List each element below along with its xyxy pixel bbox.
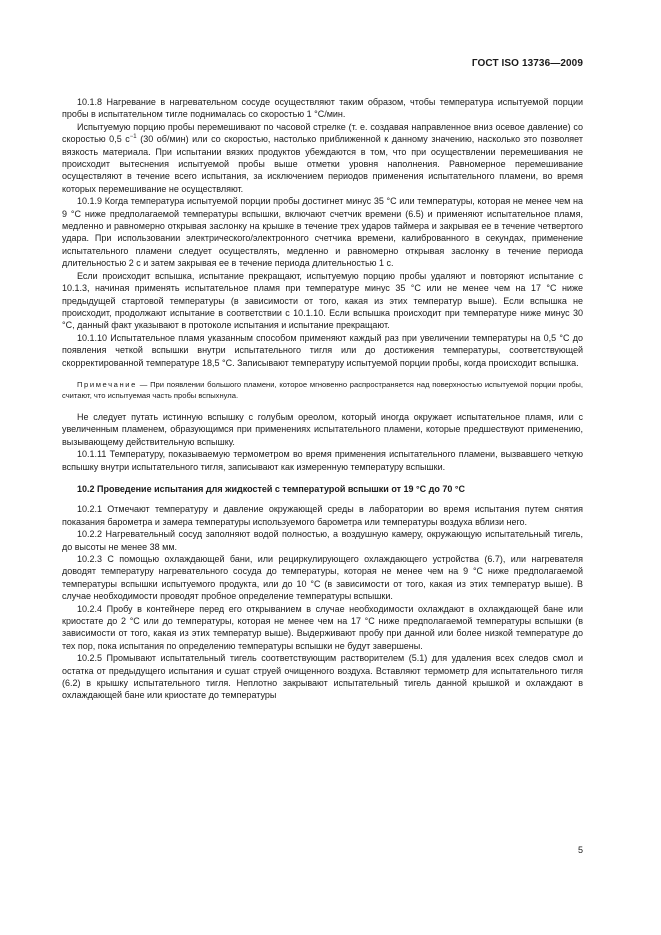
paragraph-10-1-9: 10.1.9 Когда температура испытуемой порции пробы достигнет минус 35 °С или температуры, которая не менее чем на 9 °С ниже предполагаемой температуры вспышки, включают счетчик времени (6.5) и применяют испытательное пламя, медленно и равномерно открывая заслонку на крышке в течение трех ударов таймера и закрывая ее в течение четвертого удара. При использовании электрического/электронного счетчика времени, калиброванного в секундах, применение испытательного пламени следует осуществлять, медленно и равномерно открывая заслонку в течение периода длительностью 2 с и затем закрывая ее в течение периода длительностью 1 с. xyxy=(62,196,583,269)
document-header: ГОСТ ISO 13736—2009 xyxy=(471,58,583,69)
paragraph-10-2-5: 10.2.5 Промывают испытательный тигель соответствующим растворителем (5.1) для удаления всех следов смол и остатка от предыдущего испытания и сушат струей очищенного воздуха. Вставляют термометр для испытательного тигля (6.2) в крышку испытательного тигля. Неплотно закрывают испытательный тигель данной крышкой и охлаждают в охлаждающей бане или криостате до температуры xyxy=(62,653,583,701)
paragraph-10-2-4: 10.2.4 Пробу в контейнере перед его открыванием в случае необходимости охлаждают в охлаждающей бане или криостате до 2 °С или до температуры, которая не менее чем на 17 °С ниже предполагаемой температуры вспышки (в зависимости от того, какая из этих температур выше). Выдерживают пробу при данной или более низкой температуре до тех пор, пока испытания по определению температуры вспышки не будут завершены. xyxy=(62,603,583,651)
paragraph-10-2-1: 10.2.1 Отмечают температуру и давление окружающей среды в лаборатории во время испытания путем снятия показания барометра и замера температуры используемого барометра или температуры воздуха вблизи него. xyxy=(62,504,583,527)
paragraph-stirring xyxy=(62,121,583,195)
note-label: Примечание xyxy=(77,379,137,389)
note-text: — При появлении большого пламени, которое мгновенно распространяется над поверхностью испытуемой порции пробы, считают, что испытуемая часть пробы вспыхнула. xyxy=(62,379,583,400)
paragraph-10-2-3: 10.2.3 С помощью охлаждающей бани, или рециркулирующего охлаждающего устройства (6.7), или нагревателя доводят температуру нагревательного сосуда до температуры, которая не менее чем на 9 °С ниже предполагаемой температуры вспышки испытуемого продукта, или до 10 °С (в зависимости от того, какая из этих температур выше). В случае необходимости проводят пробное определение температуры вспышки. xyxy=(62,554,583,602)
exponent: −1 xyxy=(129,134,137,141)
note xyxy=(62,379,583,401)
section-heading-10-2: 10.2 Проведение испытания для жидкостей с температурой вспышки от 19 °С до 70 °С xyxy=(77,483,465,494)
paragraph-10-1-8: 10.1.8 Нагревание в нагревательном сосуде осуществляют таким образом, чтобы температура испытуемой порции пробы в испытательном тигле поднималась со скоростью 1 °С/мин. xyxy=(62,97,583,120)
document-body xyxy=(62,96,583,702)
paragraph-10-1-11: 10.1.11 Температуру, показываемую термометром во время применения испытательного пламени, вызвавшего четкую вспышку внутри испытательного тигля, записывают как измеренную температуру вспышки. xyxy=(62,449,583,472)
paragraph-halo-warning: Не следует путать истинную вспышку с голубым ореолом, который иногда окружает испытательное пламя, или с увеличенным пламенем, образующимся при применениях испытательного пламени, которые предшествуют применению, вызывающему действительную вспышку. xyxy=(62,411,583,447)
paragraph-stirring-part2: (30 об/мин) или со скоростью, настолько приближенной к данному значению, насколько это позволяет вязкость материала. При испытании вязких продуктов убеждаются в том, что при осуществлении перемешивания не происходит вытеснения испытуемой пробы выше отметки уровня наполнения. Равномерное перемешивание осуществляют в течение всего испытания, за исключением периодов применения испытательного пламени, во время которых перемешивание не осуществляют. xyxy=(62,134,583,194)
paragraph-10-1-10: 10.1.10 Испытательное пламя указанным способом применяют каждый раз при увеличении температуры на 0,5 °С до появления четкой вспышки внутри испытательного тигля или до достижения температуры, соответствующей скорректированной температуре 18,5 °С. Записывают температуру испытуемой порции пробы, когда происходит вспышка. xyxy=(62,332,583,368)
paragraph-10-2-2: 10.2.2 Нагревательный сосуд заполняют водой полностью, а воздушную камеру, окружающую испытательный тигель, до высоты не менее 38 мм. xyxy=(62,529,583,552)
paragraph-stirring-part1: Испытуемую порцию пробы перемешивают по часовой стрелке (т. е. создавая направленное вниз осевое давление) со скоростью 0,5 с xyxy=(62,121,583,145)
paragraph-flash-occurs: Если происходит вспышка, испытание прекращают, испытуемую порцию пробы удаляют и повторяют испытание с 10.1.3, начиная применять испытательное пламя при температуре минус 35 °С или не менее чем на 17 °С ниже предыдущей стартовой температуры (в зависимости от того, какая из этих температур выше). Если вспышка не происходит, продолжают испытание в соответствии с 10.1.10. Если вспышка происходит при температуре ниже минус 30 °С, данный факт указывают в протоколе испытания и испытание прекращают. xyxy=(62,270,583,331)
page-number: 5 xyxy=(577,845,583,855)
